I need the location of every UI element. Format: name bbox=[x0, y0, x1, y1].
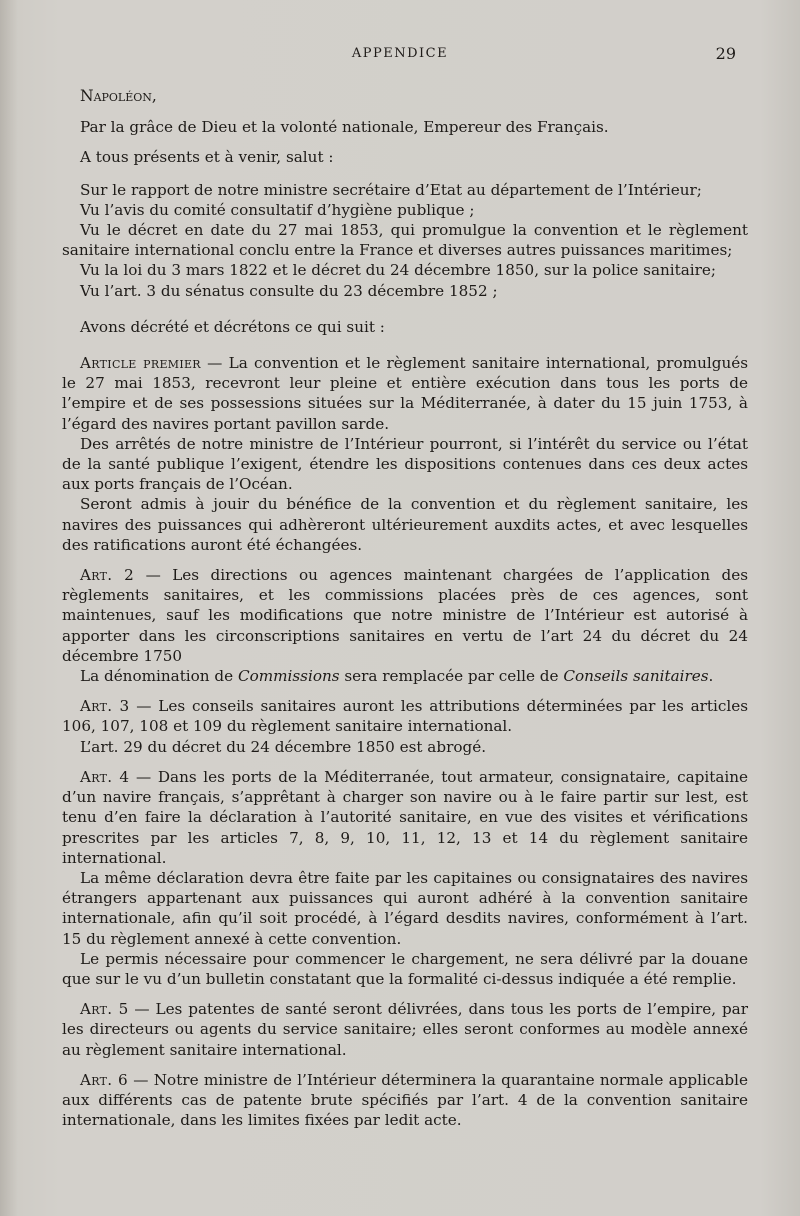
imperial-title: Par la grâce de Dieu et la volonté nationale, Empereur des Français. bbox=[80, 118, 609, 137]
page-number: 29 bbox=[715, 44, 736, 63]
article-1 bbox=[62, 353, 748, 434]
consideration: Vu l’art. 3 du sénatus consulte du 23 décembre 1852 ; bbox=[80, 281, 498, 300]
consideration: Vu le décret en date du 27 mai 1853, qui promulgue la convention et le règlement sanitaire international conclu entre la France et diverses autres puissances maritimes; bbox=[62, 221, 748, 260]
article-3 bbox=[62, 696, 748, 736]
article-paragraph bbox=[62, 666, 748, 686]
article-paragraph: Seront admis à jouir du bénéfice de la convention et du règlement sanitaire, les navires des puissances qui adhèreront ultérieurement auxdits actes, et avec lesquelles des ratifications auront été échangées. bbox=[62, 495, 748, 554]
article-paragraph: Des arrêtés de notre ministre de l’Intérieur pourront, si l’intérêt du service ou l’état de la santé publique l’exigent, étendre les dispositions contenues dans ces deux actes aux ports français de l’Océan. bbox=[62, 434, 748, 494]
page-header bbox=[0, 44, 800, 64]
article-label: Art. 2 bbox=[80, 566, 135, 585]
salutation: A tous présents et à venir, salut : bbox=[80, 148, 334, 167]
article-text: — Notre ministre de l’Intérieur déterminera la quarantaine normale applicable aux différents cas de patente brute spécifiés par l’art. 4 de la convention sanitaire internationale, dans les limites fixées par ledit acte. bbox=[62, 1070, 748, 1130]
running-title: APPENDICE bbox=[351, 46, 449, 61]
article-6 bbox=[62, 1070, 748, 1131]
rename-end: . bbox=[708, 667, 714, 686]
article-label: Art. 4 bbox=[80, 767, 130, 786]
article-2 bbox=[62, 565, 748, 666]
page-body bbox=[62, 86, 748, 1130]
rename-old-term: Commissions bbox=[237, 667, 340, 686]
signatory: Napoléon, bbox=[80, 87, 157, 105]
article-5 bbox=[62, 999, 748, 1060]
article-label: Article premier bbox=[80, 354, 201, 373]
article-paragraph: L’art. 29 du décret du 24 décembre 1850 est abrogé. bbox=[80, 737, 487, 756]
consideration: Vu la loi du 3 mars 1822 et le décret du 24 décembre 1850, sur la police sanitaire; bbox=[80, 261, 717, 280]
article-text: — Les conseils sanitaires auront les attributions déterminées par les articles 106, 107, 108 et 109 du règlement sanitaire international. bbox=[62, 697, 749, 736]
article-label: Art. 3 bbox=[80, 697, 130, 716]
article-text: — Dans les ports de la Méditerranée, tout armateur, consignataire, capitaine d’un navire français, s’apprêtant à charger son navire ou à le faire partir sur lest, est tenu d’en faire la déclaration à l’autorité sanitaire, en vue des visites et vérifications prescrites par les articles 7, 8, 9, 10, 11, 12, 13 et 14 du règlement sanitaire international. bbox=[62, 767, 748, 867]
rename-pre: La dénomination de bbox=[80, 667, 238, 686]
article-paragraph: Le permis nécessaire pour commencer le chargement, ne sera délivré par la douane que sur le vu d’un bulletin constatant que la formalité ci-dessus indiquée a été remplie. bbox=[62, 949, 748, 988]
article-text: — Les directions ou agences maintenant chargées de l’application des règlements sanitaires, et les commissions placées près de ces agences, sont maintenues, sauf les modifications que notre ministre de l’Intérieur est autorisé à apporter dans les circonscriptions sanitaires en vertu de l’art 24 du décret du 24 décembre 1750 bbox=[62, 566, 748, 665]
consideration: Sur le rapport de notre ministre secrétaire d’Etat au département de l’Intérieur; bbox=[80, 180, 702, 199]
article-label: Art. 5 bbox=[80, 1000, 129, 1019]
rename-mid: sera remplacée par celle de bbox=[339, 667, 564, 686]
article-text: — La convention et le règlement sanitaire international, promulgués le 27 mai 1853, recevront leur pleine et entière exécution dans tous les ports de l’empire et de ses possessions situées sur la Méditerranée, à dater du 15 juin 1753, à l’égard des navires portant pavillon sarde. bbox=[62, 354, 749, 433]
consideration: Vu l’avis du comité consultatif d’hygiène publique ; bbox=[80, 200, 475, 219]
article-text: — Les patentes de santé seront délivrées, dans tous les ports de l’empire, par les directeurs ou agents du service sanitaire; elles seront conformes au modèle annexé au règlement sanitaire international. bbox=[62, 1000, 748, 1059]
rename-new-term: Conseils sanitaires bbox=[563, 667, 709, 686]
article-paragraph: La même déclaration devra être faite par les capitaines ou consignataires des navires étrangers appartenant aux puissances qui auront adhéré à la convention sanitaire internationale, afin qu’il soit procédé, à l’égard desdits navires, conformément à l’art. 15 du règlement annexé à cette convention. bbox=[62, 868, 748, 948]
article-4 bbox=[62, 767, 748, 868]
article-label: Art. 6 bbox=[80, 1070, 128, 1089]
decree-intro: Avons décrété et décrétons ce qui suit : bbox=[80, 317, 385, 336]
